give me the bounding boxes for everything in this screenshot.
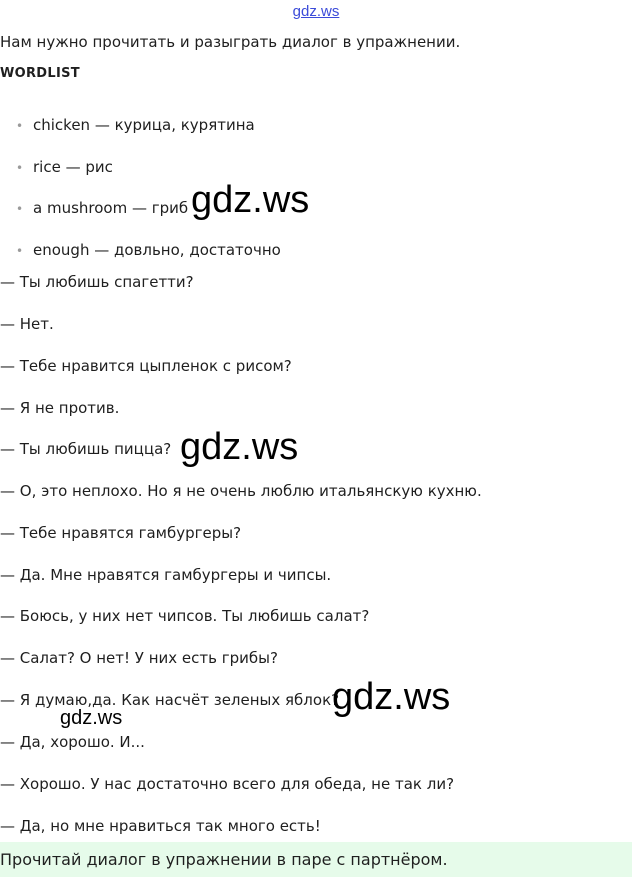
watermark: gdz.ws	[60, 707, 123, 729]
wordlist-title: WORDLIST	[0, 66, 80, 81]
site-mark-link[interactable]: gdz.ws	[292, 3, 340, 20]
dialog-line: — О, это неплохо. Но я не очень люблю итальянскую кухню.	[0, 482, 482, 500]
dialog-line: — Я думаю,да. Как насчёт зеленых яблок?	[0, 691, 340, 709]
watermark: gdz.ws	[332, 676, 451, 718]
dialog-line: — Да. Мне нравятся гамбургеры и чипсы.	[0, 566, 332, 584]
dialog-line: — Нет.	[0, 315, 54, 333]
bullet-icon: •	[16, 202, 24, 216]
dialog-line: — Да, но мне нравиться так много есть!	[0, 817, 321, 835]
dialog-line: — Тебе нравятся гамбургеры?	[0, 524, 242, 542]
dialog-line: — Боюсь, у них нет чипсов. Ты любишь салат?	[0, 607, 370, 625]
wordlist-item-text: enough — довльно, достаточно	[33, 241, 281, 259]
dialog-line: — Да, хорошо. И...	[0, 733, 145, 751]
dialog-line: — Хорошо. У нас достаточно всего для обеда, не так ли?	[0, 775, 455, 793]
dialog-line: — Я не против.	[0, 399, 120, 417]
wordlist-item-text: rice — рис	[33, 158, 113, 176]
wordlist-item	[16, 158, 113, 176]
footer-text: Прочитай диалог в упражнении в паре с партнёром.	[0, 850, 448, 869]
wordlist-item-text: a mushroom — гриб	[33, 199, 189, 217]
bullet-icon: •	[16, 119, 24, 133]
watermark: gdz.ws	[180, 426, 299, 468]
intro-text: Нам нужно прочитать и разыграть диалог в упражнении.	[0, 33, 461, 51]
dialog-line: — Тебе нравится цыпленок с рисом?	[0, 357, 292, 375]
wordlist-item-text: chicken — курица, курятина	[33, 116, 255, 134]
wordlist-item	[16, 199, 188, 217]
dialog-line: — Ты любишь спагетти?	[0, 273, 194, 291]
dialog-line: — Ты любишь пицца?	[0, 440, 172, 458]
dialog-line: — Салат? О нет! У них есть грибы?	[0, 649, 278, 667]
wordlist-item	[16, 116, 255, 134]
footer-bar	[0, 842, 632, 877]
bullet-icon: •	[16, 244, 24, 258]
watermark: gdz.ws	[191, 179, 310, 221]
bullet-icon: •	[16, 161, 24, 175]
wordlist-item	[16, 241, 281, 259]
